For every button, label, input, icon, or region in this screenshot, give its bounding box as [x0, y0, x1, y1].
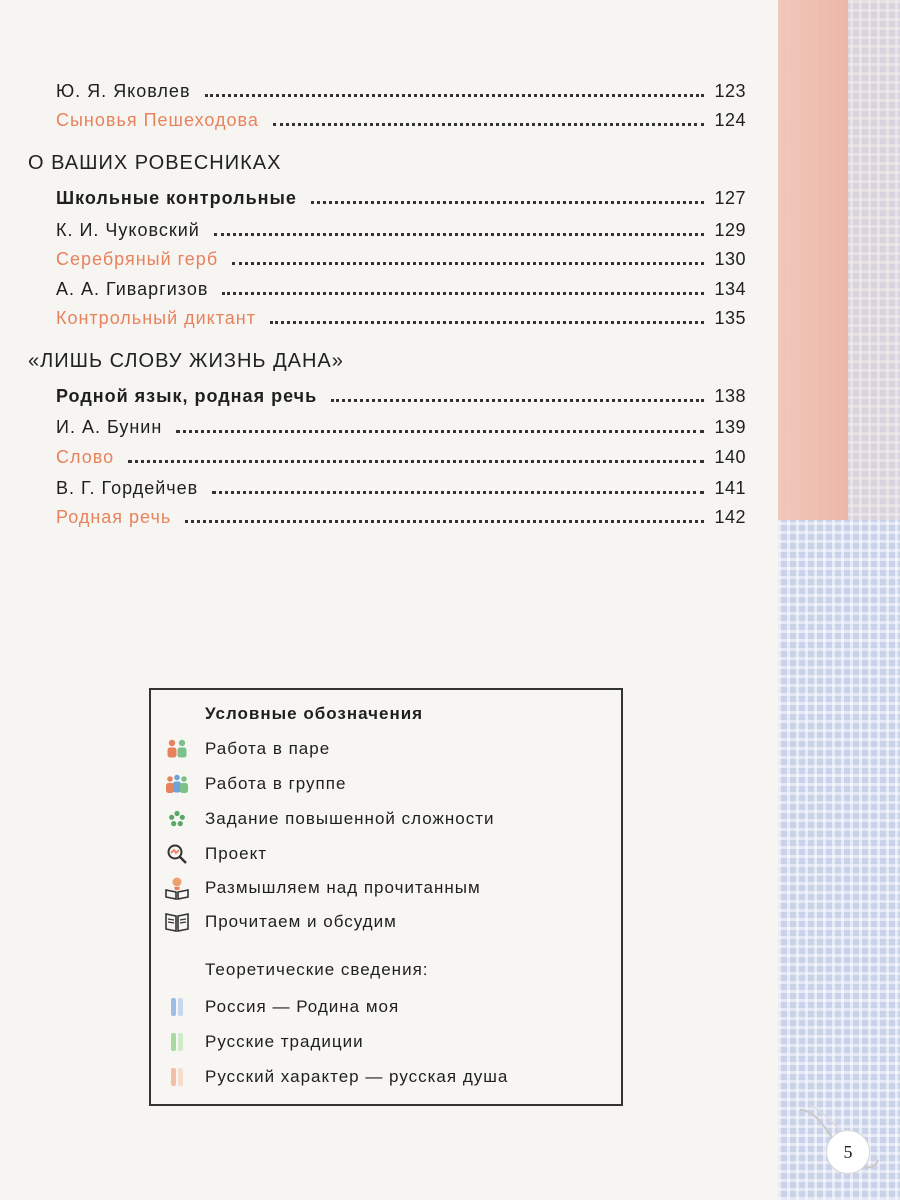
- toc-entry-title: К. И. Чуковский: [56, 220, 200, 240]
- theory-item: [163, 1029, 364, 1055]
- toc-leader-dots: [214, 233, 705, 236]
- theory-item: [163, 994, 399, 1020]
- toc-entry-title: Контрольный диктант: [56, 308, 256, 328]
- toc-leader-dots: [270, 321, 704, 324]
- legend-item: [163, 806, 494, 832]
- legend-item: [163, 736, 330, 762]
- toc-page-number: 139: [714, 417, 746, 437]
- toc-entry-title: Сыновья Пешеходова: [56, 110, 259, 130]
- toc-leader-dots: [311, 201, 705, 204]
- advanced-task-icon: [163, 807, 191, 831]
- toc-entry[interactable]: [56, 183, 746, 209]
- toc-entry-title: Школьные контрольные: [56, 188, 297, 208]
- toc-entry[interactable]: [56, 274, 746, 300]
- toc-page-number: 129: [714, 220, 746, 240]
- section-heading: О ВАШИХ РОВЕСНИКАХ: [28, 152, 282, 174]
- theory-item: [163, 1064, 508, 1090]
- toc-entry-title: Родной язык, родная речь: [56, 386, 318, 406]
- theory-marker-blue-icon: [163, 995, 191, 1019]
- legend-item-label: Задание повышенной сложности: [205, 809, 495, 828]
- read-discuss-icon: [163, 910, 191, 934]
- toc-leader-dots: [212, 491, 704, 494]
- legend-item: [163, 875, 481, 901]
- toc-leader-dots: [222, 292, 704, 295]
- theory-heading: Теоретические сведения:: [205, 960, 429, 979]
- edge-strip-light-band: [848, 0, 900, 520]
- theory-item-label: Русские традиции: [205, 1032, 364, 1051]
- reflect-reading-icon: [163, 876, 191, 900]
- legend-item-label: Проект: [205, 844, 267, 863]
- legend-item: [163, 771, 346, 797]
- project-icon: [163, 842, 191, 866]
- toc-entry-title: Ю. Я. Яковлев: [56, 81, 191, 101]
- toc-entry[interactable]: [56, 215, 746, 241]
- toc-page-number: 127: [714, 188, 746, 208]
- toc-entry[interactable]: [56, 381, 746, 407]
- theory-marker-peach-icon: [163, 1065, 191, 1089]
- toc-entry-title: Родная речь: [56, 507, 172, 527]
- toc-entry[interactable]: [56, 303, 746, 329]
- theory-item-label: Русский характер — русская душа: [205, 1067, 509, 1086]
- toc-page-number: 123: [714, 81, 746, 101]
- toc-leader-dots: [185, 520, 704, 523]
- toc-entry-title: А. А. Гиваргизов: [56, 279, 209, 299]
- toc-entry-title: В. Г. Гордейчев: [56, 478, 199, 498]
- toc-leader-dots: [128, 460, 704, 463]
- toc-page-number: 141: [714, 478, 746, 498]
- toc-entry[interactable]: [56, 473, 746, 499]
- toc-page-number: 134: [714, 279, 746, 299]
- toc-entry-title: И. А. Бунин: [56, 417, 163, 437]
- toc-entry[interactable]: [56, 442, 746, 468]
- toc-leader-dots: [232, 262, 704, 265]
- toc-page-number: 135: [714, 308, 746, 328]
- legend-item-label: Прочитаем и обсудим: [205, 912, 397, 931]
- toc-entry[interactable]: [56, 502, 746, 528]
- legend-item: [163, 841, 267, 867]
- toc-page-number: 124: [714, 110, 746, 130]
- toc-entry[interactable]: [56, 412, 746, 438]
- pair-work-icon: [163, 737, 191, 761]
- theory-item-label: Россия — Родина моя: [205, 997, 400, 1016]
- section-heading: «ЛИШЬ СЛОВУ ЖИЗНЬ ДАНА»: [28, 350, 344, 372]
- toc-leader-dots: [331, 399, 704, 402]
- toc-leader-dots: [273, 123, 705, 126]
- legend-item-label: Работа в группе: [205, 774, 347, 793]
- legend-box: [149, 688, 623, 1106]
- edge-strip-pink-band: [778, 0, 848, 520]
- page-number: 5: [826, 1130, 870, 1174]
- toc-entry-title: Слово: [56, 447, 115, 467]
- toc-page-number: 130: [714, 249, 746, 269]
- legend-item-label: Работа в паре: [205, 739, 331, 758]
- group-work-icon: [163, 772, 191, 796]
- toc-entry[interactable]: [56, 244, 746, 270]
- toc-page-number: 140: [714, 447, 746, 467]
- toc-entry-title: Серебряный герб: [56, 249, 219, 269]
- toc-page-number: 142: [714, 507, 746, 527]
- legend-title: Условные обозначения: [205, 704, 424, 723]
- decorative-edge-strip: [778, 0, 900, 1200]
- theory-marker-green-icon: [163, 1030, 191, 1054]
- toc-page-number: 138: [714, 386, 746, 406]
- toc-entry[interactable]: [56, 76, 746, 102]
- toc-entry[interactable]: [56, 105, 746, 131]
- legend-item-label: Размышляем над прочитанным: [205, 878, 481, 897]
- toc-leader-dots: [205, 94, 705, 97]
- toc-leader-dots: [176, 430, 704, 433]
- legend-item: [163, 909, 397, 935]
